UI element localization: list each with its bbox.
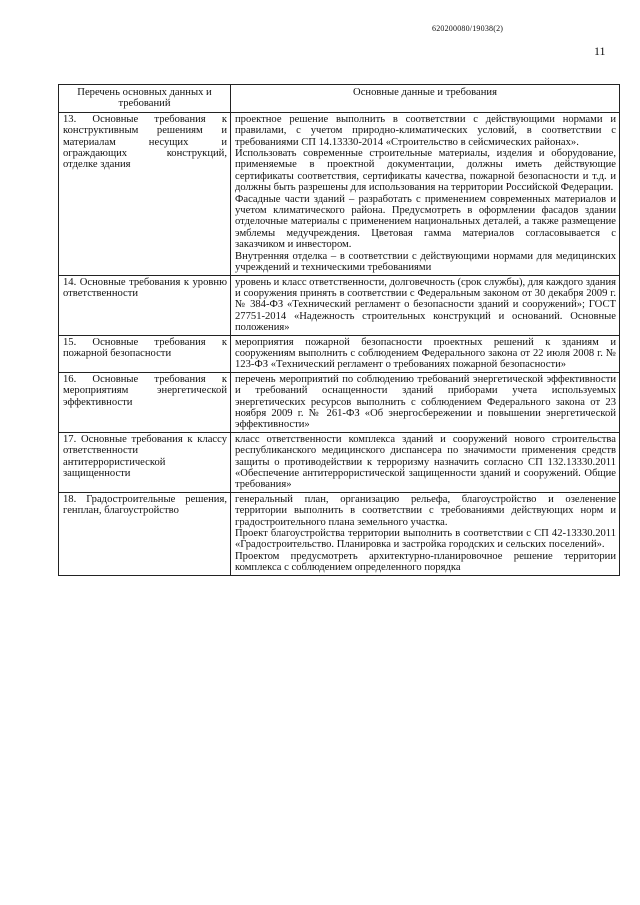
requirements-table — [58, 84, 620, 576]
requirement-paragraph: Проектом предусмотреть архитектурно-планировочное решение территории комплекса с соблюдением определенного порядка — [235, 550, 616, 574]
requirement-content — [231, 372, 620, 432]
requirement-label: 16. Основные требования к мероприятиям энергетической эффективности — [59, 372, 231, 432]
header-requirements-list: Перечень основных данных и требований — [59, 85, 231, 113]
requirement-paragraph: генеральный план, организацию рельефа, благоустройство и озеленение территории выполнить в соответствии с требованиями действующих норм и градостроительного плана земельного участка. — [235, 493, 616, 528]
requirement-paragraph: Фасадные части зданий – разработать с применением современных материалов и учетом климатического района. Предусмотреть в оформлении фасадов здании отделочные материалы с применением национальных деталей, а также размещение эмблемы медучреждения. Цветовая гамма материалов согласовывается с заказчиком и инвестором. — [235, 193, 616, 251]
requirement-label: 17. Основные требования к классу ответственности антитеррористической защищенности — [59, 432, 231, 492]
requirement-content — [231, 492, 620, 575]
requirement-content — [231, 275, 620, 335]
requirement-label: 14. Основные требования к уровню ответственности — [59, 275, 231, 335]
document-number: 620200080/19038(2) — [432, 24, 504, 33]
table-row — [59, 112, 620, 275]
table-row — [59, 335, 620, 372]
requirement-paragraph: мероприятия пожарной безопасности проектных решений к зданиям и сооружениям выполнить с соблюдением Федерального закона от 22 июля 2008 г. № 123-ФЗ «Технический регламент о требованиях пожарной безопасности» — [235, 336, 616, 371]
table-row — [59, 432, 620, 492]
requirement-label: 13. Основные требования к конструктивным решениям и материалам несущих и ограждающих конструкций, отделке здания — [59, 112, 231, 275]
header-requirements-data: Основные данные и требования — [231, 85, 620, 113]
requirement-content — [231, 112, 620, 275]
requirement-paragraph: класс ответственности комплекса зданий и сооружений нового строительства республиканского медицинского диспансера по значимости применения средств защиты о противодействии к терроризму назначить согласно СП 132.13330.2011 «Обеспечение антитеррористической защищенности зданий и сооружений. Общие требования» — [235, 433, 616, 491]
requirement-label: 18. Градостроительные решения, генплан, благоустройство — [59, 492, 231, 575]
requirement-paragraph: Внутренняя отделка – в соответствии с действующими нормами для медицинских учреждений и техническими требованиями — [235, 250, 616, 274]
requirement-content — [231, 335, 620, 372]
table-body — [59, 112, 620, 575]
requirement-label: 15. Основные требования к пожарной безопасности — [59, 335, 231, 372]
table-row — [59, 492, 620, 575]
table-row — [59, 275, 620, 335]
requirement-paragraph: уровень и класс ответственности, долговечность (срок службы), для каждого здания и сооружения принять в соответствии с Федеральным законом от 30 декабря 2009 г. № 384-ФЗ «Технический регламент о безопасности зданий и сооружений»; ГОСТ 27751-2014 «Надежность строительных конструкций и оснований. Основные положения» — [235, 276, 616, 334]
table-header-row — [59, 85, 620, 113]
requirement-paragraph: Использовать современные строительные материалы, изделия и оборудование, применяемые в проектной документации, должны иметь действующие сертификаты соответствия, сертификаты качества, пожарной безопасности и т.д. и должны быть разрешены для использования на территории Российской Федерации. — [235, 148, 616, 194]
table-row — [59, 372, 620, 432]
requirement-paragraph: перечень мероприятий по соблюдению требований энергетической эффективности и требований оснащенности зданий приборами учета используемых энергетических ресурсов выполнить с соблюдением Федерального закона от 23 ноября 2009 г. № 261-ФЗ «Об энергосбережении и повышении энергетической эффективности» — [235, 373, 616, 431]
requirement-paragraph: Проект благоустройства территории выполнить в соответствии с СП 42-13330.2011 «Градостроительство. Планировка и застройка городских и сельских поселений». — [235, 528, 616, 551]
requirement-paragraph: проектное решение выполнить в соответствии с действующими нормами и правилами, с учетом природно-климатических условий, в соответствии с требованиями СП 14.13330-2014 «Строительство в сейсмических районах». — [235, 113, 616, 148]
requirement-content — [231, 432, 620, 492]
page-number: 11 — [594, 44, 606, 58]
